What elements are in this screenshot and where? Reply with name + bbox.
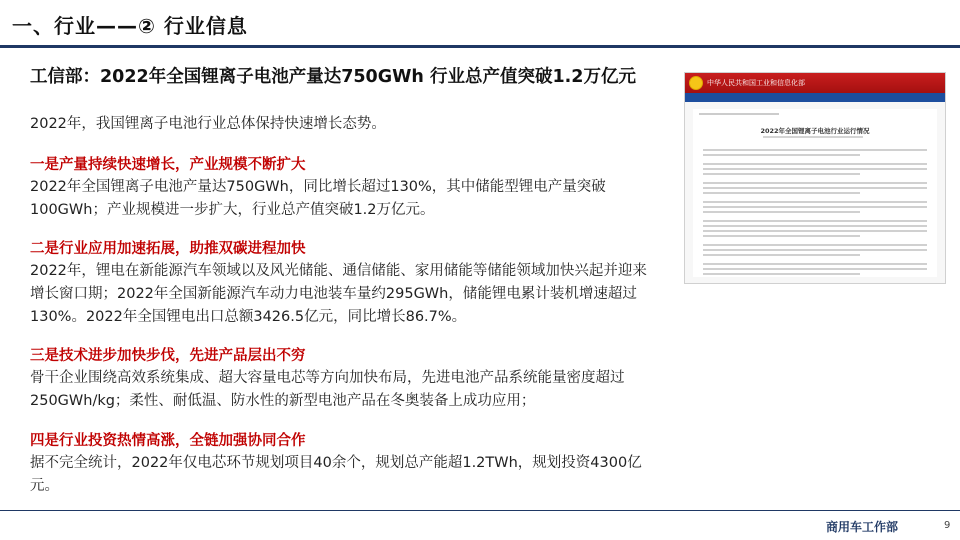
section-4-body: 据不完全统计，2022年仅电芯环节规划项目40余个，规划总产能超1.2TWh，规划投资4300亿元。 xyxy=(30,455,642,494)
thumbnail-site-name: 中华人民共和国工业和信息化部 xyxy=(707,79,805,87)
section-4-heading: 四是行业投资热情高涨，全链加强协同合作 xyxy=(30,433,306,449)
title-divider xyxy=(0,45,960,48)
section-3-body: 骨干企业围绕高效系统集成、超大容量电芯等方向加快布局，先进电池产品系统能量密度超过250GWh/kg；柔性、耐低温、防水性的新型电池产品在冬奥装备上成功应用； xyxy=(30,370,625,409)
slide-title: 一、行业——② 行业信息 xyxy=(12,14,248,38)
thumbnail-body-text xyxy=(703,149,927,282)
thumbnail-article-title: 2022年全国锂离子电池行业运行情况 xyxy=(760,127,870,135)
footer-divider xyxy=(0,510,960,511)
section-3-heading: 三是技术进步加快步伐，先进产品层出不穷 xyxy=(30,348,306,364)
thumbnail-breadcrumb xyxy=(699,113,779,115)
section-2-body: 2022年，锂电在新能源汽车领域以及风光储能、通信储能、家用储能等储能领域加快兴起并迎来增长窗口期；2022年全国新能源汽车动力电池装车量约295GWh，储能锂电累计装机增速超过130%。2022年全国锂电出口总额3426.5亿元，同比增长86.7%。 xyxy=(30,263,647,325)
page-number: 9 xyxy=(944,520,951,531)
thumbnail-article xyxy=(693,109,937,277)
thumbnail-header xyxy=(685,73,945,93)
footer-department: 商用车工作部 xyxy=(826,520,899,534)
thumbnail-nav-bar xyxy=(685,93,945,102)
section-2-heading: 二是行业应用加速拓展，助推双碳进程加快 xyxy=(30,241,306,257)
article-screenshot xyxy=(684,72,946,284)
section-1-body: 2022年全国锂离子电池产量达750GWh，同比增长超过130%，其中储能型锂电产量突破100GWh；产业规模进一步扩大，行业总产值突破1.2万亿元。 xyxy=(30,179,606,218)
section-1-heading: 一是产量持续快速增长，产业规模不断扩大 xyxy=(30,157,306,173)
intro-text: 2022年，我国锂离子电池行业总体保持快速增长态势。 xyxy=(30,116,386,132)
headline: 工信部：2022年全国锂离子电池产量达750GWh 行业总产值突破1.2万亿元 xyxy=(30,67,636,87)
national-emblem-icon xyxy=(689,76,703,90)
thumbnail-meta-line xyxy=(763,136,863,138)
